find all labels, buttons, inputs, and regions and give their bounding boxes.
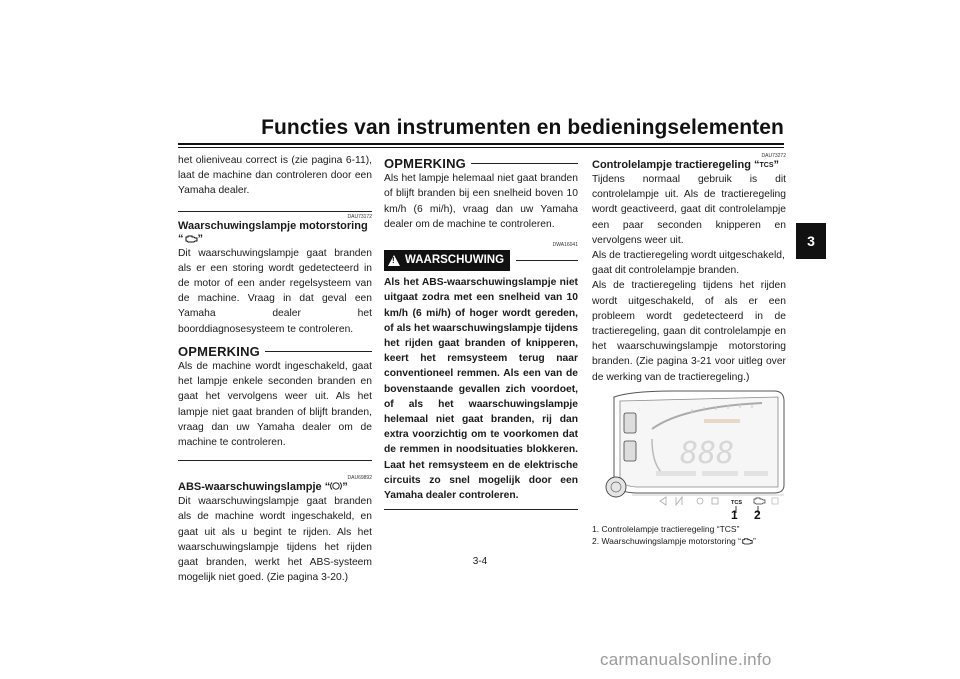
- caption-text: Waarschuwingslampje motorstoring “: [601, 535, 741, 546]
- note-label: OPMERKING: [384, 156, 466, 171]
- engine-icon: [741, 536, 753, 546]
- caption-number: 2.: [592, 535, 600, 546]
- warning-label: WAARSCHUWING: [405, 254, 505, 267]
- engine-warning-body: Dit waarschuwingslampje gaat branden als er een storing wordt gedetecteerd in de motor of een ander regelsysteem van de machine. Vraag in dat geval een Yamaha dealer het boorddiagnosesysteem te controleren.: [178, 247, 372, 335]
- engine-indicator-icon: [754, 498, 765, 504]
- engine-warning-title: [178, 220, 372, 246]
- engine-icon: [184, 233, 198, 245]
- tcs-body-2: Als de tractieregeling wordt uitgeschakeld, gaat dit controlelampje branden.: [592, 250, 785, 277]
- caption-number: 1.: [592, 523, 600, 534]
- figure-captions: [592, 523, 786, 547]
- warning-code: DWA16041: [552, 242, 578, 249]
- column-2: [384, 153, 578, 510]
- note-line: [471, 163, 578, 164]
- tcs-icon: TCS: [759, 162, 774, 169]
- chapter-tab: 3: [796, 223, 826, 259]
- intro-paragraph: het olieniveau correct is (zie pagina 6-11), laat de machine dan controleren door een Yamaha dealer.: [178, 155, 372, 197]
- watermark: carmanualsonline.info: [600, 650, 772, 669]
- header-rule-thin: [178, 147, 784, 148]
- quote-open: “: [178, 232, 184, 245]
- instrument-cluster-figure: [592, 389, 786, 519]
- caption-tail: ”: [752, 535, 756, 546]
- instrument-cluster-illustration: [592, 389, 786, 519]
- abs-warning-title: [178, 481, 372, 494]
- tcs-title-text: Controlelampje tractieregeling “: [592, 159, 760, 171]
- callout-1: 1: [731, 507, 738, 519]
- header-rule: [178, 143, 784, 145]
- callout-2: 2: [754, 507, 761, 519]
- section-code: DAU69892: [347, 475, 372, 482]
- warning-line: [516, 260, 578, 261]
- caption-text: Controlelampje tractieregeling “TCS”: [601, 523, 740, 534]
- page-title: Functies van instrumenten en bedieningselementen: [261, 116, 784, 139]
- warning-label-box: [384, 250, 510, 271]
- quote-close: ”: [197, 232, 203, 245]
- abs-warning-body: Dit waarschuwingslampje gaat branden als de machine wordt ingeschakeld, en gaat uit als u begint te rijden. Als het waarschuwingslampje tijdens het rijden gaat branden, werkt het ABS-systeem mogelijk niet goed. (Zie pagina 3-20.): [178, 496, 372, 584]
- note-line: [265, 351, 372, 352]
- note-heading: [178, 344, 372, 359]
- note-end-rule: [178, 460, 372, 461]
- note-label: OPMERKING: [178, 343, 260, 359]
- note-heading: [384, 156, 578, 171]
- tcs-title: [592, 159, 786, 172]
- note-body: Als de machine wordt ingeschakeld, gaat het lampje enkele seconden branden en gaat het vervolgens weer uit. Als het lampje niet gaat branden of blijft branden, vraag dan uw Yamaha dealer om de machine te controleren.: [178, 361, 372, 449]
- speed-digits: 888: [680, 435, 735, 471]
- tcs-indicator-label: TCS: [731, 499, 742, 506]
- note-body: Als het lampje helemaal niet gaat branden of blijft branden bij een snelheid boven 10 km/h (6 mi/h), vraag dan uw Yamaha dealer om de machine te controleren.: [384, 173, 578, 230]
- warning-body: Als het ABS-waarschuwingslampje niet uitgaat zodra met een snelheid van 10 km/h (6 mi/h) of hoger wordt gereden, of als het waarschuwingslampje tijdens het rijden gaat branden of knipperen, keert het remsysteem terug naar conventioneel remmen. Als een van de bovenstaande gevallen zich voordoet, of als het waarschuwingslampje helemaal niet gaat branden, rij dan extra voorzichtig om te voorkomen dat de remmen in noodsituaties blokkeren. Laat het remsysteem en de elektrische circuits zo snel mogelijk door een Yamaha dealer controleren.: [384, 277, 578, 502]
- caption-1: [592, 523, 786, 535]
- warning-heading: [384, 250, 578, 271]
- caption-2: [592, 535, 786, 547]
- column-3: [592, 153, 786, 547]
- engine-title-text: Waarschuwingslampje motorstoring: [178, 219, 368, 232]
- tcs-body-1: Tijdens normaal gebruik is dit controlelampje uit. Als de tractieregeling wordt geactiveerd, gaat dit controlelampje een paar seconden knipperen en vervolgens weer uit.: [592, 174, 786, 246]
- quote-close: ”: [773, 159, 779, 171]
- warning-triangle-icon: !: [388, 255, 400, 266]
- page-number: 3-4: [472, 556, 488, 567]
- abs-icon: [330, 481, 342, 493]
- section-rule: [178, 211, 372, 212]
- section-code: DAU73272: [761, 153, 786, 159]
- section-code: DAU73172: [347, 213, 372, 220]
- abs-title-text: ABS-waarschuwingslampje “: [178, 481, 331, 494]
- warning-end-rule: [384, 509, 578, 510]
- quote-close: ”: [342, 481, 348, 494]
- tcs-body-3: Als de tractieregeling tijdens het rijden wordt uitgeschakeld, of als er een probleem wordt gedetecteerd in de tractieregeling, gaan dit controlelampje en het waarschuwingslampje motorstoring branden. (Zie pagina 3-21 voor uitleg over de werking van de tractieregeling.): [592, 280, 786, 383]
- column-1: [178, 153, 372, 585]
